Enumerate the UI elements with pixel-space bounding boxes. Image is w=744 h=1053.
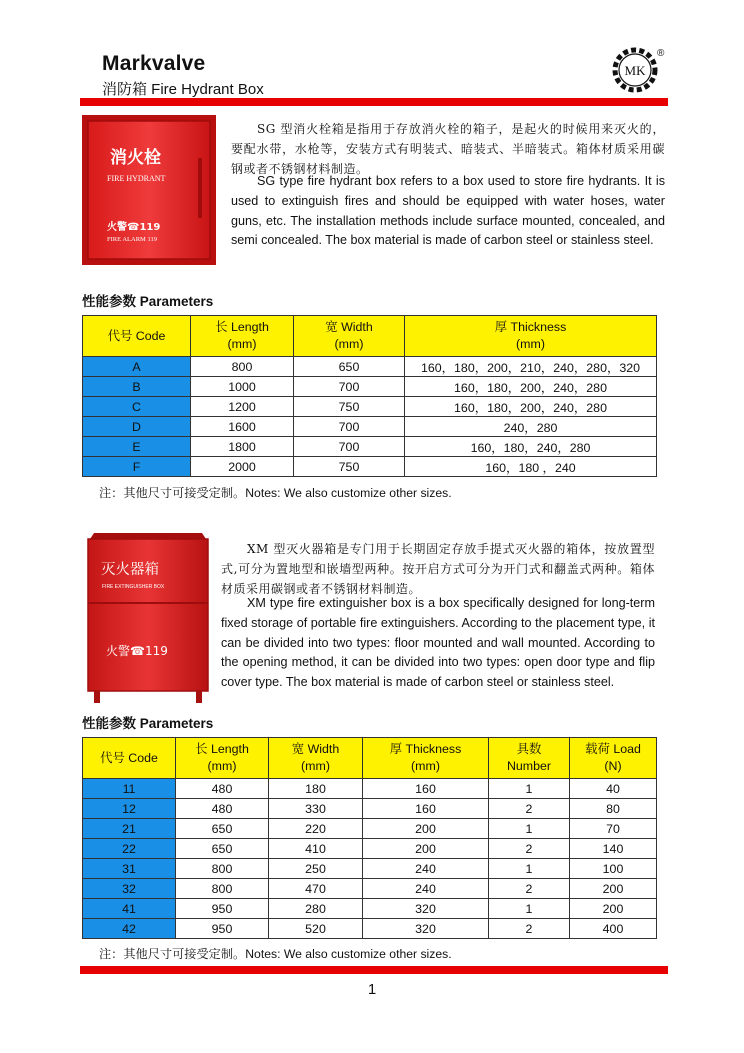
table-cell: 950 bbox=[176, 899, 269, 919]
col-thickness-header bbox=[363, 738, 489, 779]
table-cell: 200 bbox=[363, 819, 489, 839]
code-cell: 41 bbox=[83, 899, 176, 919]
table-cell: 950 bbox=[176, 919, 269, 939]
col-width-header bbox=[294, 316, 405, 357]
table-cell: 700 bbox=[294, 417, 405, 437]
table-cell: 160，180，200，240，280 bbox=[405, 377, 657, 397]
header-line: 具数 bbox=[516, 742, 542, 756]
table-row bbox=[83, 417, 657, 437]
mk-logo-icon bbox=[610, 44, 666, 94]
table-row bbox=[83, 819, 657, 839]
table-row bbox=[83, 799, 657, 819]
table-cell: 240 bbox=[363, 879, 489, 899]
header-unit: (N) bbox=[604, 759, 622, 773]
table-cell: 700 bbox=[294, 437, 405, 457]
header-unit: Number bbox=[506, 759, 552, 773]
hydrant-title-cn: 消火栓 bbox=[110, 148, 161, 168]
table-cell: 330 bbox=[269, 799, 363, 819]
table-cell: 650 bbox=[176, 839, 269, 859]
header-unit: (mm) bbox=[334, 337, 364, 351]
table-cell: 480 bbox=[176, 799, 269, 819]
fire-hydrant-box-image bbox=[80, 113, 218, 268]
col-load-header bbox=[570, 738, 657, 779]
table-cell: 160 bbox=[363, 799, 489, 819]
code-cell: 11 bbox=[83, 779, 176, 799]
table-cell: 410 bbox=[269, 839, 363, 859]
table-cell: 220 bbox=[269, 819, 363, 839]
col-thickness-header bbox=[405, 316, 657, 357]
code-cell: B bbox=[83, 377, 191, 397]
extinguisher-alarm-cn: 火警☎119 bbox=[106, 644, 168, 658]
header-line: 载荷 Load bbox=[585, 742, 641, 756]
table-row bbox=[83, 859, 657, 879]
hydrant-alarm-cn: 火警☎119 bbox=[107, 222, 161, 233]
table-cell: 1600 bbox=[191, 417, 294, 437]
header-unit: (mm) bbox=[227, 337, 257, 351]
code-cell: 32 bbox=[83, 879, 176, 899]
table-cell: 160，180，240，280 bbox=[405, 437, 657, 457]
extinguisher-note: 注：其他尺寸可接受定制。Notes: We also customize other sizes. bbox=[99, 947, 452, 961]
registered-mark: ® bbox=[657, 48, 665, 59]
table-cell: 240，280 bbox=[405, 417, 657, 437]
table-row bbox=[83, 879, 657, 899]
table-cell: 1800 bbox=[191, 437, 294, 457]
hydrant-params-table bbox=[82, 315, 657, 477]
table-row bbox=[83, 437, 657, 457]
code-cell: C bbox=[83, 397, 191, 417]
table-cell: 200 bbox=[570, 879, 657, 899]
table-cell: 650 bbox=[294, 357, 405, 377]
table-cell: 240 bbox=[363, 859, 489, 879]
table-cell: 70 bbox=[570, 819, 657, 839]
code-cell: D bbox=[83, 417, 191, 437]
hydrant-title-en: FIRE HYDRANT bbox=[107, 174, 166, 183]
table-row bbox=[83, 779, 657, 799]
brand-name: Markvalve bbox=[102, 52, 206, 75]
table-cell: 800 bbox=[176, 879, 269, 899]
col-length-header bbox=[176, 738, 269, 779]
table-cell: 480 bbox=[176, 779, 269, 799]
header-line: 长 Length bbox=[215, 320, 269, 334]
table-cell: 2 bbox=[489, 879, 570, 899]
page-number: 1 bbox=[367, 981, 377, 998]
table-cell: 1 bbox=[489, 859, 570, 879]
hydrant-description-cn: SG 型消火栓箱是指用于存放消火栓的箱子，是起火的时候用来灭火的，要配水带，水枪等，安装方式有明装式、暗装式、半暗装式。箱体材质采用碳钢或者不锈钢材料制造。 bbox=[231, 122, 665, 176]
table-row bbox=[83, 457, 657, 477]
extinguisher-title-cn: 灭火器箱 bbox=[101, 562, 159, 578]
table-cell: 1 bbox=[489, 779, 570, 799]
header-unit: (mm) bbox=[411, 759, 440, 773]
extinguisher-params-table bbox=[82, 737, 657, 939]
table-cell: 320 bbox=[363, 899, 489, 919]
hydrant-note: 注：其他尺寸可接受定制。Notes: We also customize other sizes. bbox=[99, 486, 452, 500]
header-line: 宽 Width bbox=[325, 320, 373, 334]
table-cell: 250 bbox=[269, 859, 363, 879]
table-cell: 800 bbox=[191, 357, 294, 377]
code-cell: 22 bbox=[83, 839, 176, 859]
fire-extinguisher-box-image bbox=[84, 531, 212, 706]
header-line: 厚 Thickness bbox=[389, 742, 462, 756]
extinguisher-description-en: XM type fire extinguisher box is a box specifically designed for long-term fixed storage of portable fire extinguishers. According to the placement type, it can be divided into two types: floor mounted and wall mounted. According to the opening method, it can be divided into two types: open door type and flip cover type. The box material is made of carbon steel or stainless steel. bbox=[221, 596, 655, 690]
code-cell: 21 bbox=[83, 819, 176, 839]
code-cell: 42 bbox=[83, 919, 176, 939]
col-number-header bbox=[489, 738, 570, 779]
code-cell: A bbox=[83, 357, 191, 377]
table-cell: 80 bbox=[570, 799, 657, 819]
header-divider bbox=[80, 98, 668, 106]
code-cell: E bbox=[83, 437, 191, 457]
col-length-header bbox=[191, 316, 294, 357]
table-cell: 200 bbox=[570, 899, 657, 919]
table-cell: 40 bbox=[570, 779, 657, 799]
table-cell: 650 bbox=[176, 819, 269, 839]
table-cell: 750 bbox=[294, 457, 405, 477]
col-width-header bbox=[269, 738, 363, 779]
col-code-header: 代号 Code bbox=[83, 738, 176, 779]
table-row bbox=[83, 919, 657, 939]
table-cell: 1 bbox=[489, 819, 570, 839]
hydrant-params-title: 性能参数 Parameters bbox=[82, 294, 214, 309]
table-cell: 160，180，200，240，280 bbox=[405, 397, 657, 417]
table-cell: 2000 bbox=[191, 457, 294, 477]
table-cell: 160，180 ，240 bbox=[405, 457, 657, 477]
header-line: 宽 Width bbox=[291, 742, 340, 756]
table-cell: 1200 bbox=[191, 397, 294, 417]
table-cell: 2 bbox=[489, 839, 570, 859]
header-unit: (mm) bbox=[516, 337, 545, 351]
table-cell: 2 bbox=[489, 799, 570, 819]
page-subtitle: 消防箱 Fire Hydrant Box bbox=[102, 81, 264, 98]
hydrant-description-en: SG type fire hydrant box refers to a box used to store fire hydrants. It is used to extinguish fires and should be equipped with water hoses, water guns, etc. The installation methods include surface mounted, concealed, and semi concealed. The box material is made of carbon steel or stainless steel. bbox=[231, 174, 665, 248]
table-cell: 700 bbox=[294, 377, 405, 397]
code-cell: 12 bbox=[83, 799, 176, 819]
col-code-header: 代号 Code bbox=[83, 316, 191, 357]
table-cell: 160，180，200，210，240，280，320 bbox=[405, 357, 657, 377]
header-unit: (mm) bbox=[301, 759, 330, 773]
table-cell: 280 bbox=[269, 899, 363, 919]
table-row bbox=[83, 357, 657, 377]
header-line: 长 Length bbox=[195, 742, 249, 756]
table-cell: 750 bbox=[294, 397, 405, 417]
table-cell: 140 bbox=[570, 839, 657, 859]
table-cell: 520 bbox=[269, 919, 363, 939]
table-cell: 320 bbox=[363, 919, 489, 939]
table-row bbox=[83, 839, 657, 859]
table-cell: 470 bbox=[269, 879, 363, 899]
table-row bbox=[83, 899, 657, 919]
extinguisher-params-title: 性能参数 Parameters bbox=[82, 716, 214, 731]
table-row bbox=[83, 397, 657, 417]
hydrant-alarm-en: FIRE ALARM 119 bbox=[107, 236, 157, 243]
table-cell: 800 bbox=[176, 859, 269, 879]
footer-divider bbox=[80, 966, 668, 974]
table-cell: 400 bbox=[570, 919, 657, 939]
code-cell: 31 bbox=[83, 859, 176, 879]
header-unit: (mm) bbox=[207, 759, 237, 773]
table-row bbox=[83, 377, 657, 397]
table-cell: 1000 bbox=[191, 377, 294, 397]
header-line: 厚 Thickness bbox=[494, 320, 567, 334]
table-cell: 160 bbox=[363, 779, 489, 799]
table-cell: 100 bbox=[570, 859, 657, 879]
table-cell: 2 bbox=[489, 919, 570, 939]
table-cell: 180 bbox=[269, 779, 363, 799]
code-cell: F bbox=[83, 457, 191, 477]
extinguisher-description-cn: XM 型灭火器箱是专门用于长期固定存放手提式灭火器的箱体，按放置型式,可分为置地型和嵌墙型两种。按开启方式可分为开门式和翻盖式两种。箱体材质采用碳钢或者不锈钢材料制造。 bbox=[221, 542, 655, 596]
logo-text: MK bbox=[624, 63, 646, 78]
table-cell: 1 bbox=[489, 899, 570, 919]
table-cell: 200 bbox=[363, 839, 489, 859]
extinguisher-title-en: FIRE EXTINGUISHER BOX bbox=[102, 584, 165, 590]
